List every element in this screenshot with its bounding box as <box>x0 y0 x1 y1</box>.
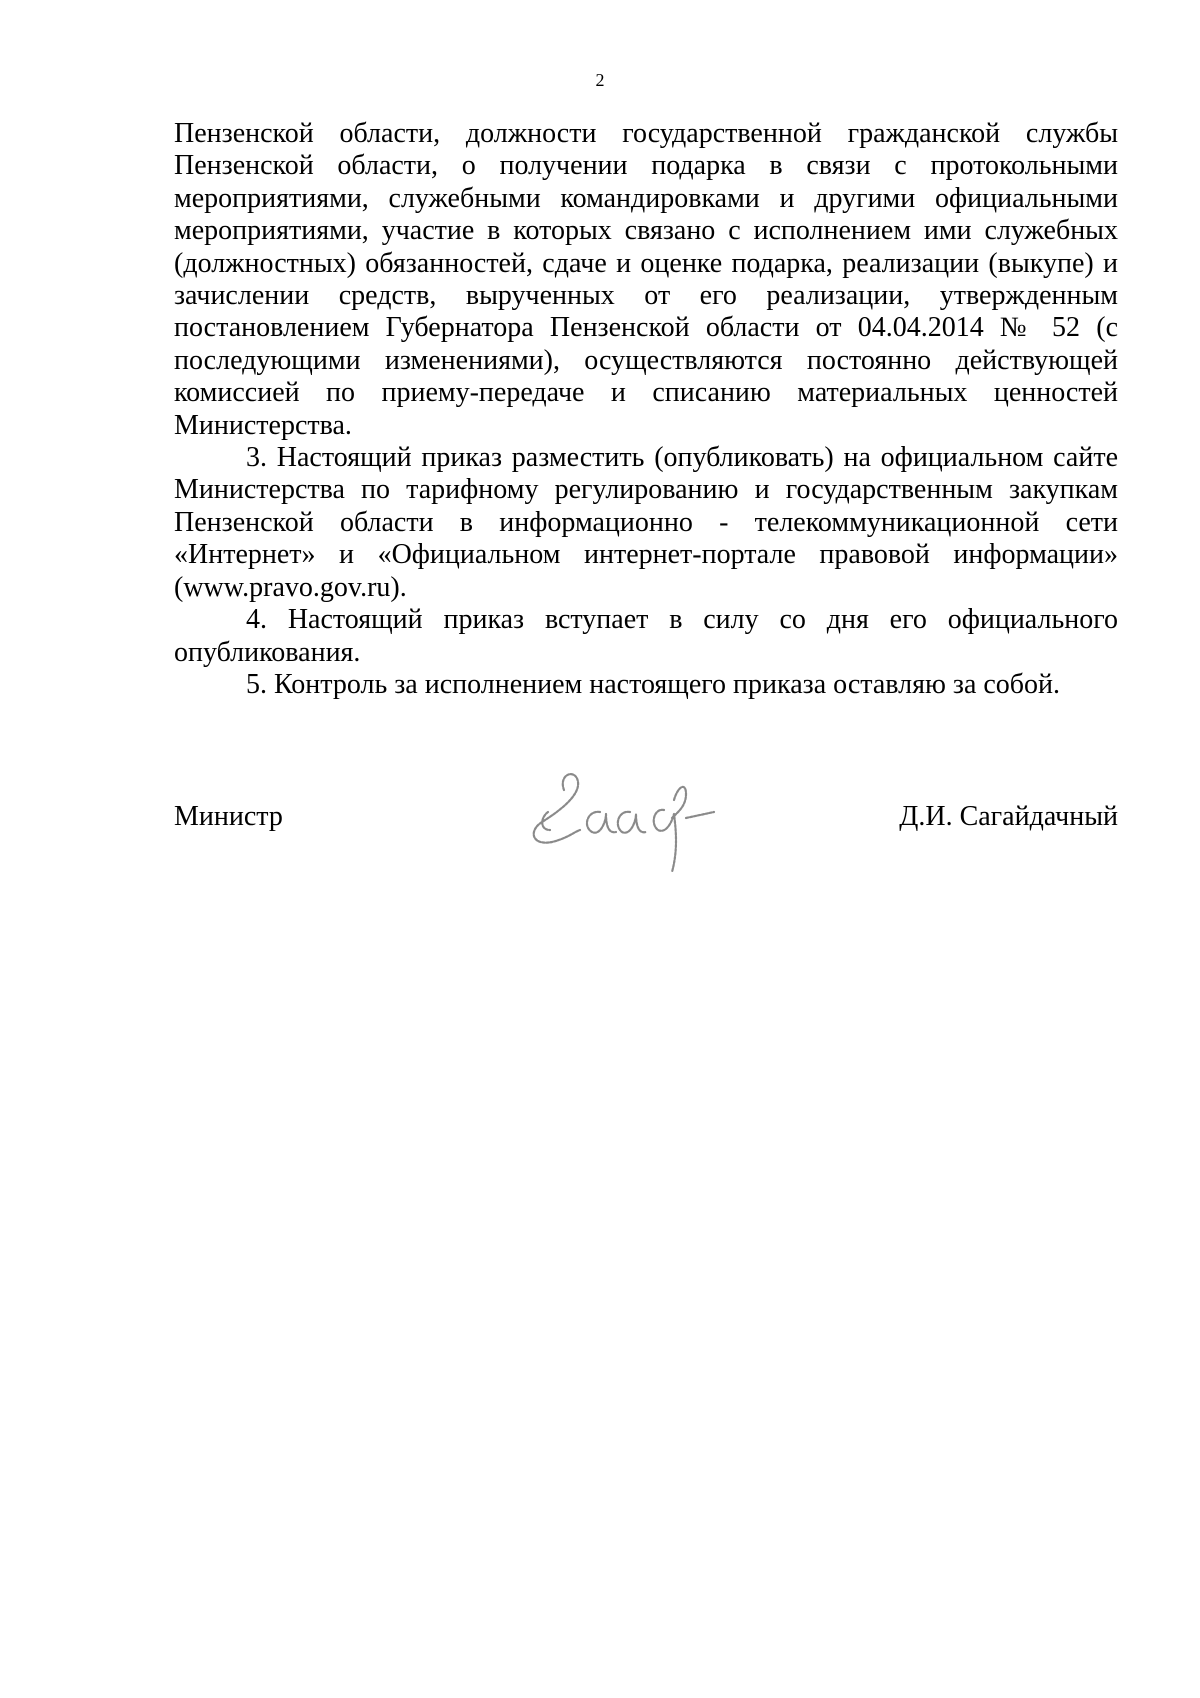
paragraph-item-4: 4. Настоящий приказ вступает в силу со дня его официального опубликования. <box>174 604 1118 668</box>
signatory-title: Министр <box>174 801 283 832</box>
signatory-name: Д.И. Сагайдачный <box>899 801 1118 832</box>
document-body <box>174 118 1118 701</box>
signature-block <box>174 760 1118 880</box>
handwritten-signature <box>518 760 748 880</box>
paragraph-item-3: 3. Настоящий приказ разместить (опубликовать) на официальном сайте Министерства по тарифному регулированию и государственным закупкам Пензенской области в информационно - телекоммуникационной сети «Интернет» и «Официальном интернет-портале правовой информации» (www.pravo.gov.ru). <box>174 442 1118 603</box>
paragraph-item-5: 5. Контроль за исполнением настоящего приказа оставляю за собой. <box>246 668 1061 700</box>
paragraph-continuation: Пензенской области, должности государственной гражданской службы Пензенской области, о получении подарка в связи с протокольными мероприятиями, служебными командировками и другими официальными мероприятиями, участие в которых связано с исполнением ими служебных (должностных) обязанностей, сдаче и оценке подарка, реализации (выкупе) и зачислении средств, вырученных от его реализации, утвержденным постановлением Губернатора Пензенской области от 04.04.2014 № 52 (с последующими изменениями), осуществляются постоянно действующей комиссией по приему-передаче и списанию материальных ценностей Министерства. <box>174 118 1118 441</box>
page-number: 2 <box>595 70 605 90</box>
